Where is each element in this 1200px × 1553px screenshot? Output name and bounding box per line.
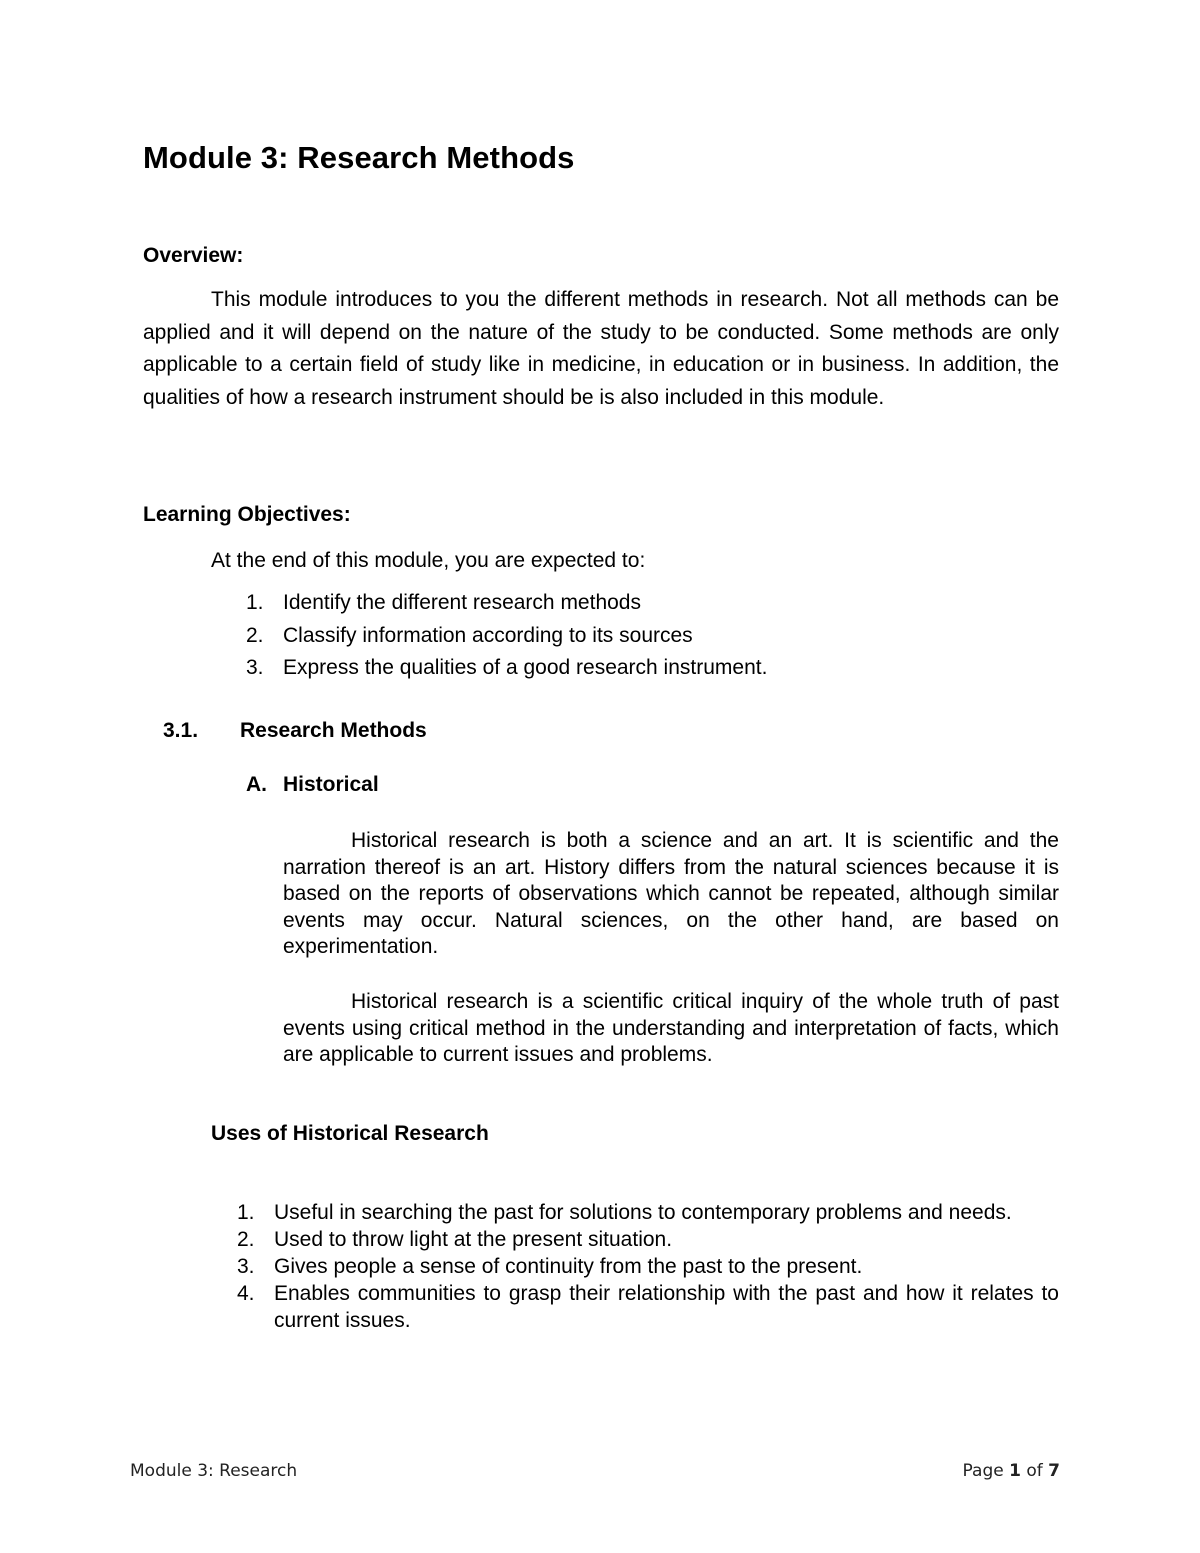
footer-page-number: Page 1 of 7 [962,1461,1060,1481]
historical-paragraph-2: Historical research is a scientific critical inquiry of the whole truth of past events using critical method in the understanding and interpretation of facts, which are applicable to current issues and problems. [283,990,1059,1066]
subsection-title: Historical [283,773,379,796]
objectives-heading: Learning Objectives: [143,503,351,526]
historical-paragraph-1: Historical research is both a science and an art. It is scientific and the narration thereof is an art. History differs from the natural sciences because it is based on the reports of observations which cannot be repeated, although similar events may occur. Natural sciences, on the other hand, are based on experimentation. [283,829,1059,958]
objectives-list [246,587,1059,685]
list-item: 1. Useful in searching the past for solutions to contemporary problems and needs. [237,1201,1012,1224]
list-item: 3. Gives people a sense of continuity from the past to the present. [237,1255,863,1278]
uses-heading: Uses of Historical Research [211,1122,489,1145]
section-number: 3.1. [163,719,199,742]
footer-module: Module 3: Research [130,1461,298,1481]
list-item: 2. Used to throw light at the present situation. [237,1228,673,1251]
section-title: Research Methods [240,719,427,742]
list-item: 4. Enables communities to grasp their relationship with the past and how it relates to current issues. [237,1282,1059,1332]
uses-list [237,1199,1059,1334]
objectives-intro: At the end of this module, you are expected to: [211,549,646,572]
list-item: 2. Classify information according to its sources [246,623,693,647]
overview-heading: Overview: [143,244,244,267]
overview-paragraph: This module introduces to you the different methods in research. Not all methods can be applied and it will depend on the nature of the study to be conducted. Some methods are only applicable to a certain field of study like in medicine, in education or in business. In addition, the qualities of how a research instrument should be is also included in this module. [143,288,1059,409]
page-title: Module 3: Research Methods [143,140,575,175]
list-item: 3. Express the qualities of a good research instrument. [246,656,768,679]
subsection-letter: A. [246,773,267,796]
list-item: 1. Identify the different research methods [246,591,641,614]
